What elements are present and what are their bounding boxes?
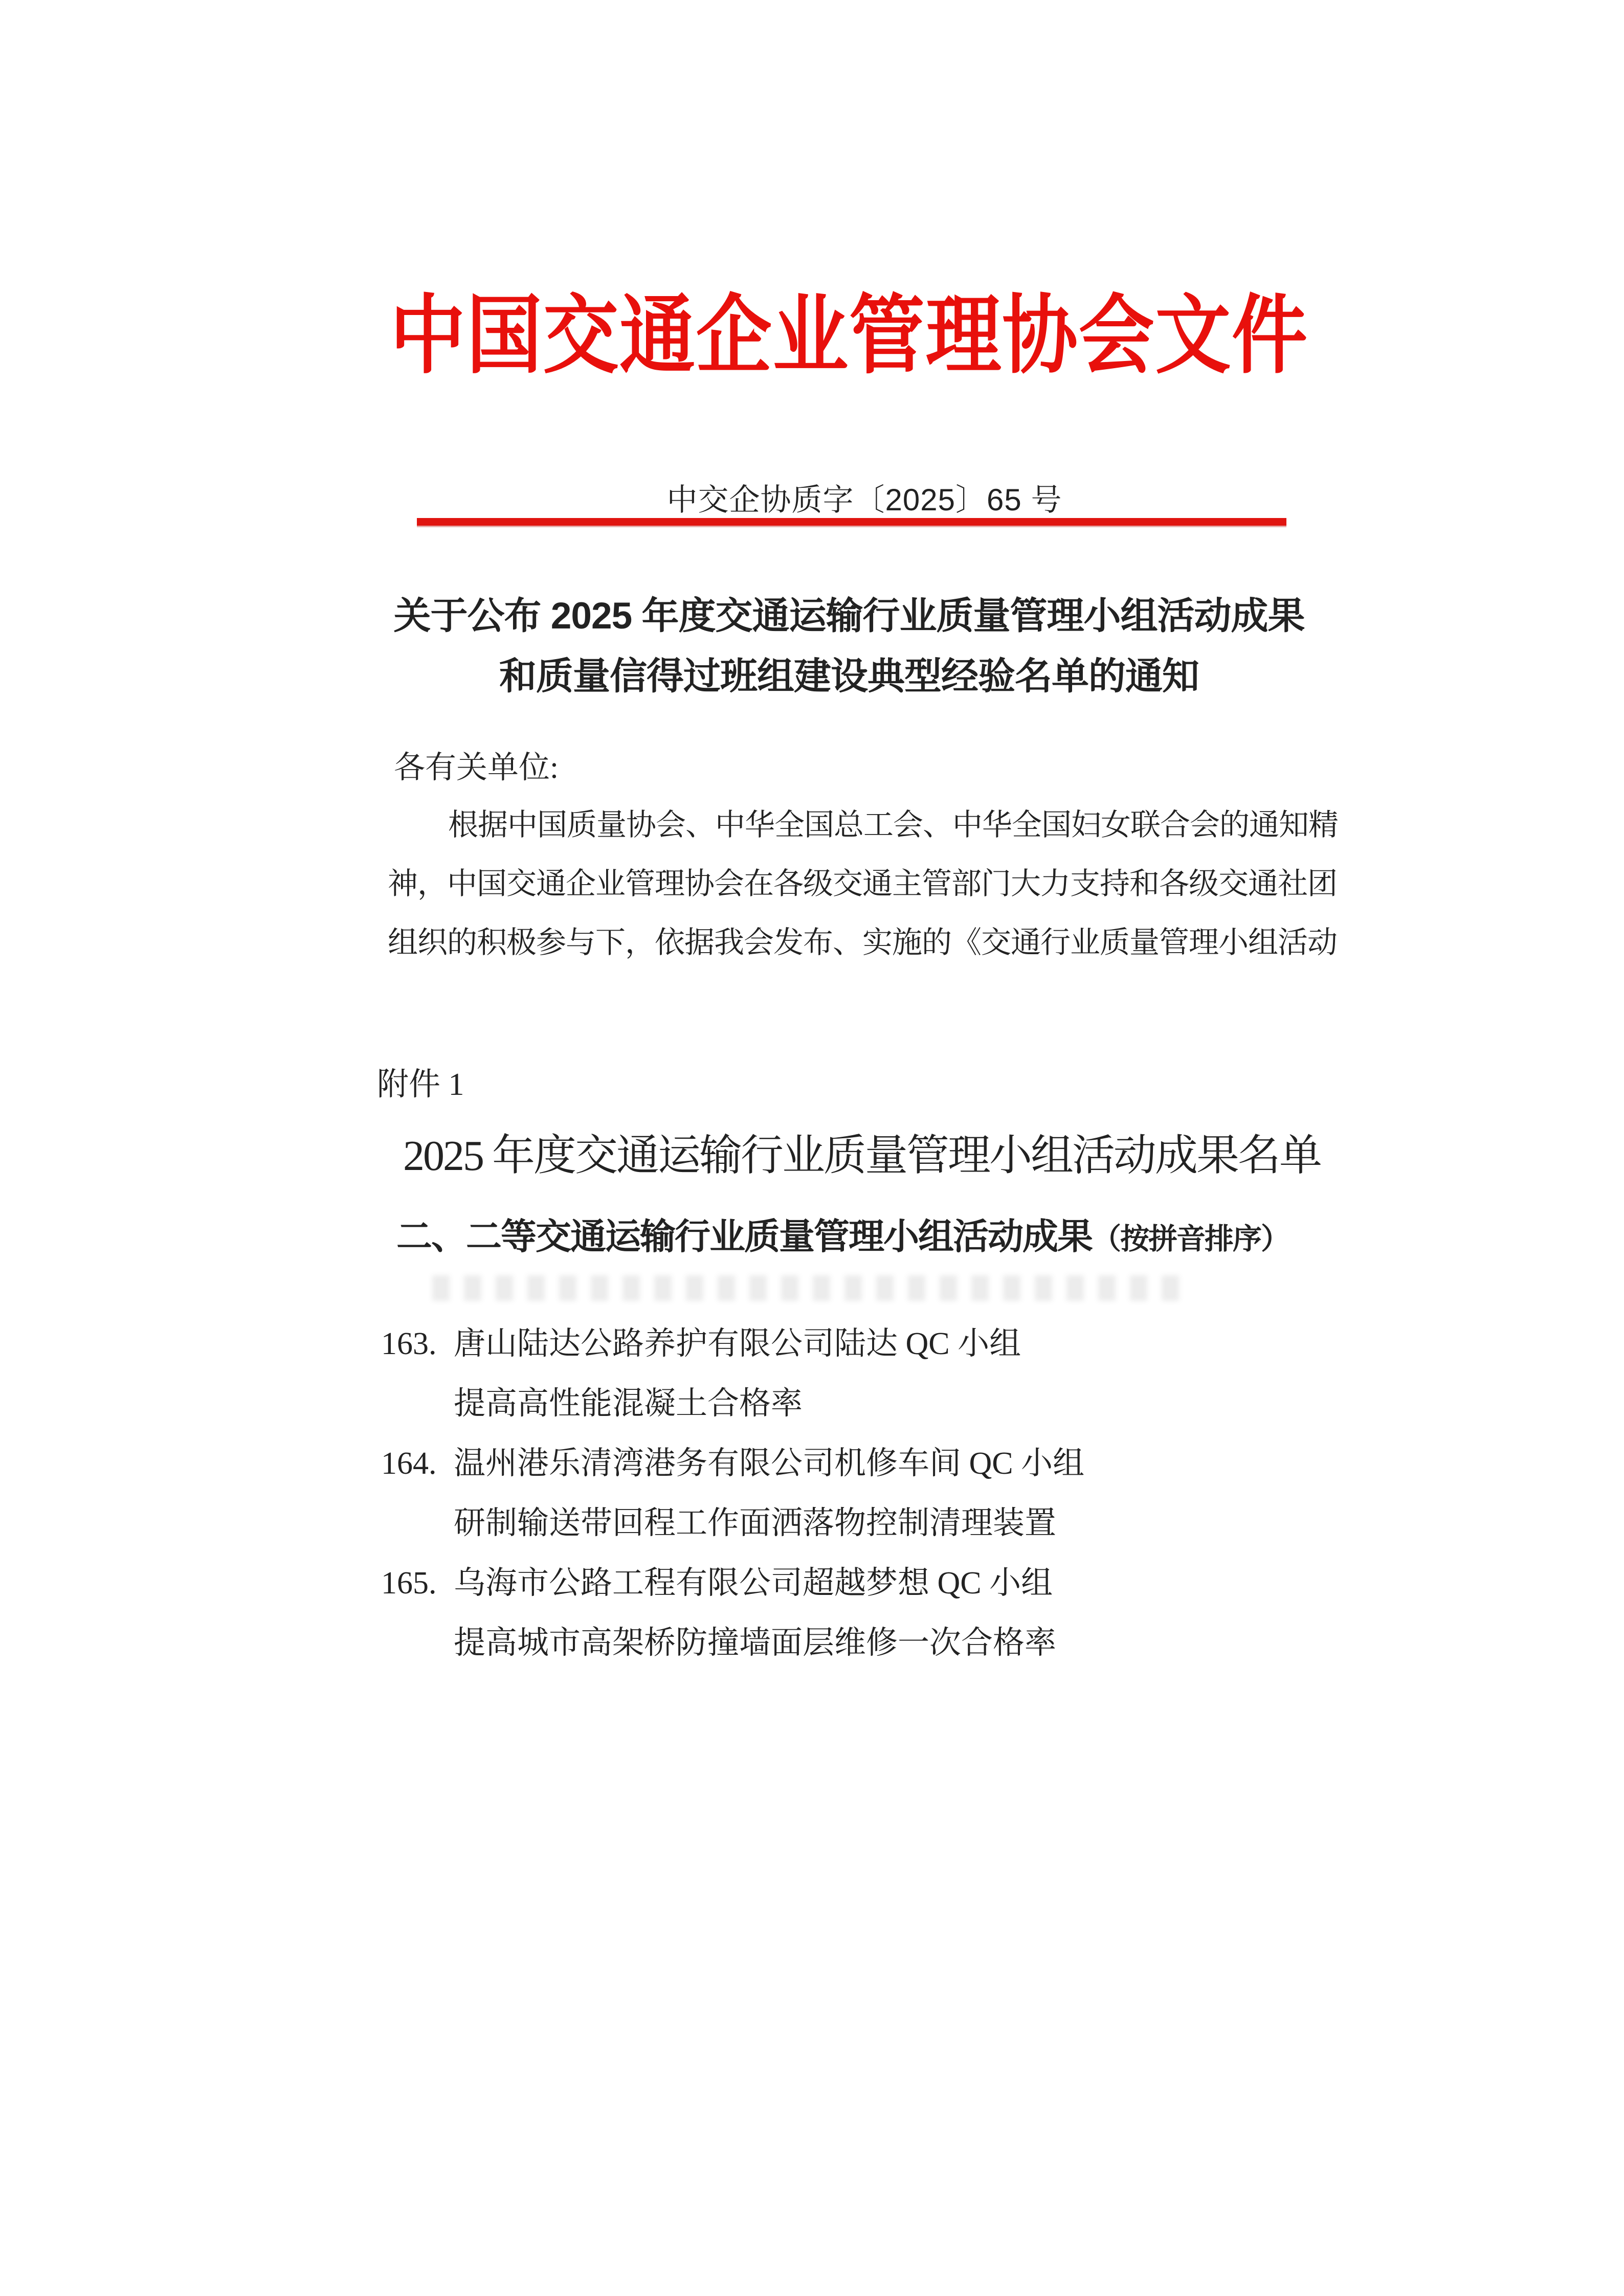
result-item [381, 1314, 1084, 1434]
attachment-label: 附件 1 [377, 1067, 464, 1102]
paragraph-line-3: 组织的积极参与下，依据我会发布、实施的《交通行业质量管理小组活动 [388, 926, 1338, 959]
section-heading-note: （按拼音排序） [1092, 1223, 1289, 1255]
item-number: 163. [381, 1326, 437, 1361]
red-divider-rule [417, 518, 1286, 526]
salutation: 各有关单位: [394, 751, 559, 785]
company-line [381, 1554, 1084, 1613]
section-heading-text: 二、二等交通运输行业质量管理小组活动成果 [396, 1217, 1092, 1256]
company-line [381, 1434, 1084, 1494]
company-line [381, 1314, 1084, 1374]
notice-title-line-2: 和质量信得过班组建设典型经验名单的通知 [499, 656, 1199, 697]
paragraph-line-2: 神，中国交通企业管理协会在各级交通主管部门大力支持和各级交通社团 [388, 867, 1338, 901]
letterhead-title: 中国交通企业管理协会文件 [390, 289, 1308, 384]
page-bleed-artifact [432, 1275, 1189, 1301]
paragraph-line-1: 根据中国质量协会、中华全国总工会、中华全国妇女联合会的通知精 [448, 808, 1339, 842]
result-item [381, 1554, 1084, 1673]
result-item [381, 1434, 1084, 1554]
notice-title [358, 586, 1340, 707]
qc-result-list [381, 1314, 1084, 1673]
achievement-line: 提高高性能混凝土合格率 [454, 1386, 803, 1421]
company-name: 唐山陆达公路养护有限公司陆达 QC 小组 [454, 1326, 1021, 1361]
company-name: 温州港乐清湾港务有限公司机修车间 QC 小组 [454, 1446, 1085, 1481]
notice-title-line-1: 关于公布 2025 年度交通运输行业质量管理小组活动成果 [393, 595, 1305, 637]
item-number: 164. [381, 1446, 437, 1481]
achievement-line: 研制输送带回程工作面洒落物控制清理装置 [454, 1506, 1057, 1541]
body-paragraph [388, 796, 1339, 972]
attachment-title: 2025 年度交通运输行业质量管理小组活动成果名单 [403, 1132, 1321, 1180]
company-name: 乌海市公路工程有限公司超越梦想 QC 小组 [454, 1566, 1053, 1601]
item-number: 165. [381, 1566, 437, 1601]
achievement-line: 提高城市高架桥防撞墙面层维修一次合格率 [454, 1626, 1057, 1660]
doc-number: 中交企协质字〔2025〕65 号 [666, 483, 1062, 517]
section-heading [396, 1208, 1289, 1259]
